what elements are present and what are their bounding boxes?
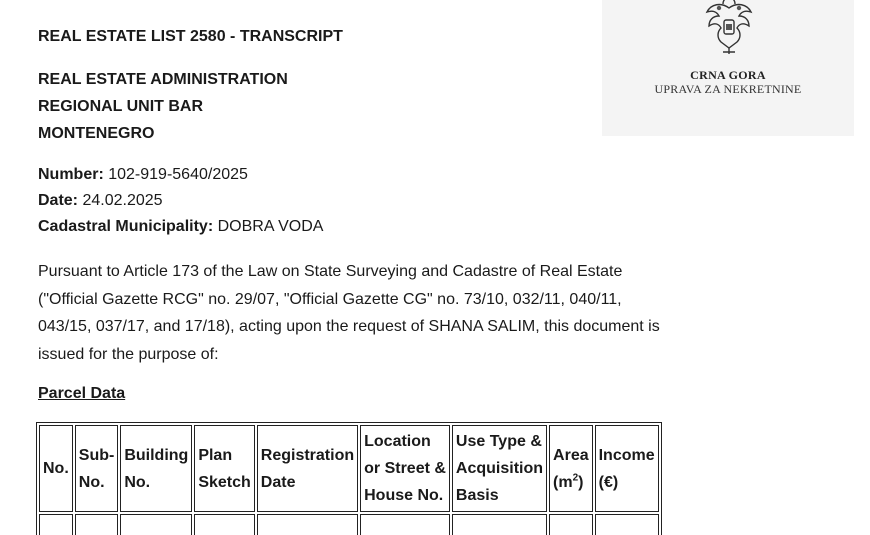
parcel-data-table: [36, 422, 662, 535]
meta-number-label: Number:: [38, 166, 104, 183]
column-header-registration-date: Registration Date: [257, 425, 358, 512]
meta-number: [38, 162, 638, 188]
document-meta: [38, 162, 638, 240]
column-header-use-type: Use Type & Acquisition Basis: [452, 425, 547, 512]
intro-line: Pursuant to Article 173 of the Law on State Surveying and Cadastre of Real Estate: [38, 263, 623, 280]
admin-line-administration: REAL ESTATE ADMINISTRATION: [38, 71, 288, 88]
intro-line: ("Official Gazette RCG" no. 29/07, "Official Gazette CG" no. 73/10, 032/11, 040/11,: [38, 290, 622, 308]
intro-line: issued for the purpose of:: [38, 345, 219, 363]
table-cell: [194, 514, 254, 535]
column-header-building-no: Building No.: [120, 425, 192, 512]
intro-line: 043/15, 037/17, and 17/18), acting upon the request of SHANA SALIM, this document is: [38, 318, 660, 335]
column-header-location: Location or Street & House No.: [360, 425, 450, 512]
document-header: [38, 26, 578, 147]
table-cell: [75, 514, 119, 535]
column-header-area: Area $(m^2)$: [549, 425, 593, 512]
column-header-sub-no: Sub- No.: [75, 425, 119, 512]
cadastre-logo: [602, 0, 854, 136]
meta-date: [38, 188, 638, 214]
table-row: [39, 514, 659, 535]
table-cell: [39, 514, 73, 535]
table-cell: [595, 514, 659, 535]
table-cell: [549, 514, 593, 535]
admin-line-regional-unit: REGIONAL UNIT BAR: [38, 98, 204, 115]
column-header-no: No.: [39, 425, 73, 512]
document-title: REAL ESTATE LIST 2580 - TRANSCRIPT: [38, 28, 343, 45]
table-cell: [120, 514, 192, 535]
table-cell: [452, 514, 547, 535]
meta-number-value: 102-919-5640/2025: [108, 166, 248, 183]
meta-date-value: 24.02.2025: [82, 192, 163, 209]
table-cell: [360, 514, 450, 535]
double-headed-eagle-crest-icon: [703, 0, 755, 56]
meta-municipality-label: Cadastral Municipality:: [38, 218, 214, 235]
admin-line-country: MONTENEGRO: [38, 125, 155, 142]
intro-paragraph: [38, 258, 778, 368]
logo-agency-name: UPRAVA ZA NEKRETNINE: [654, 82, 802, 96]
table-cell: [257, 514, 358, 535]
logo-country-name: CRNA GORA: [690, 68, 766, 82]
meta-municipality-value: DOBRA VODA: [217, 218, 324, 235]
column-header-income: Income (€): [595, 425, 659, 512]
column-header-plan-sketch: Plan Sketch: [194, 425, 254, 512]
meta-date-label: Date:: [38, 192, 79, 209]
parcel-data-heading: Parcel Data: [38, 385, 126, 402]
table-header-row: [39, 425, 659, 512]
meta-municipality: [38, 214, 638, 240]
